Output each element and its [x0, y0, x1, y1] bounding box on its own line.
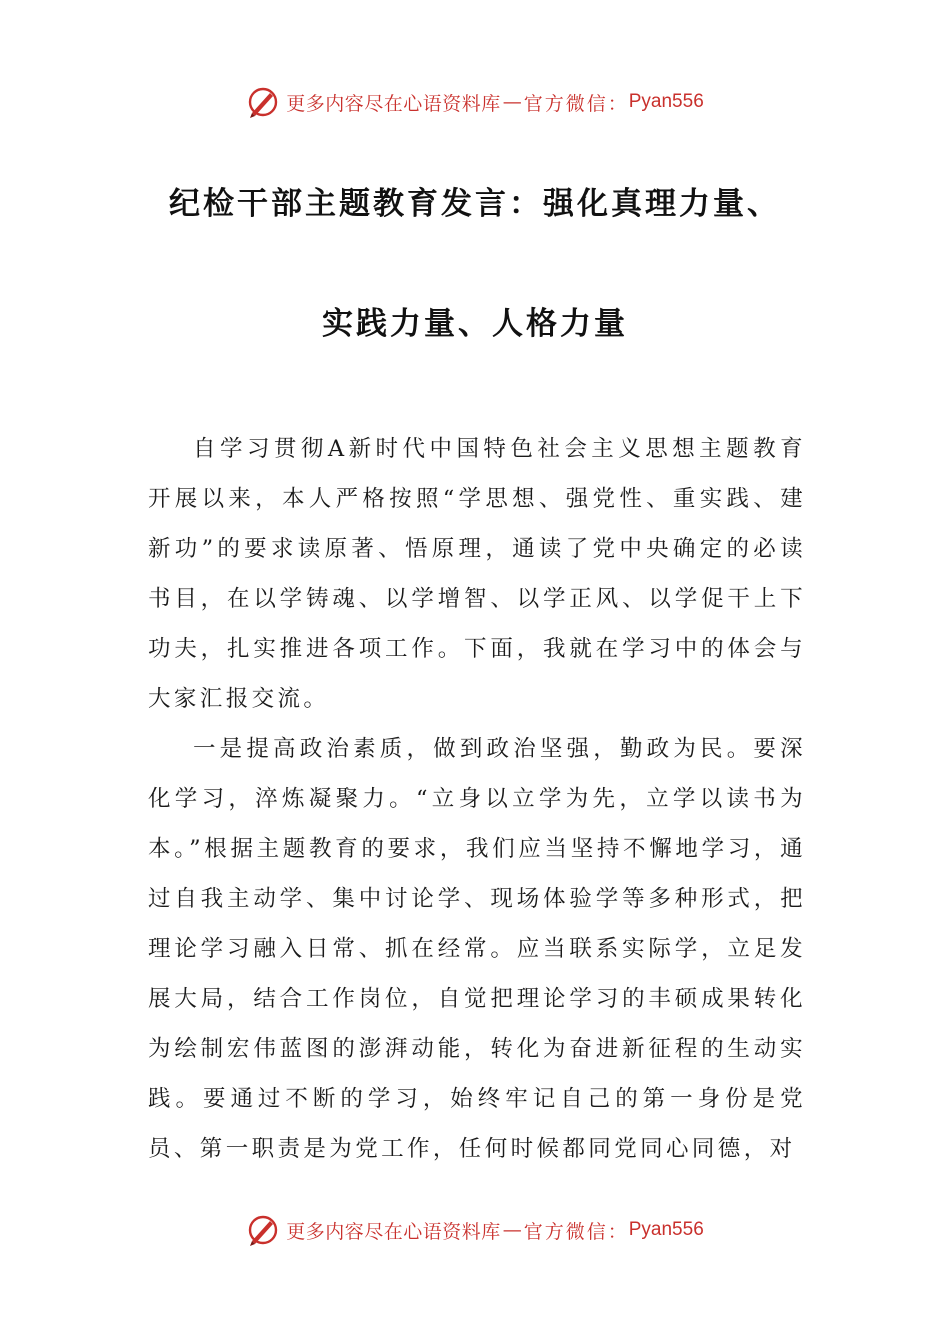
banner-wechat-label: 官方微信： — [523, 1220, 629, 1243]
banner-brand-text: 更多内容尽在心语资料库 — [286, 92, 501, 115]
banner-wechat-label: 官方微信： — [523, 92, 629, 115]
pen-circle-logo-icon — [246, 85, 280, 119]
document-title-line-1: 纪检干部主题教育发言：强化真理力量、 — [169, 186, 781, 222]
banner-brand-text: 更多内容尽在心语资料库 — [286, 1220, 501, 1243]
header-banner — [0, 80, 950, 124]
pen-circle-logo-icon — [246, 1213, 280, 1247]
banner-wechat-id: Pyan556 — [628, 91, 704, 112]
banner-dash: — — [502, 1219, 522, 1241]
paragraph-2: 一是提高政治素质，做到政治坚强，勤政为民。要深化学习，淬炼凝聚力。“立身以立学为先，立学以读书为本。”根据主题教育的要求，我们应当坚持不懈地学习，通过自我主动学、集中讨论学、现场体验学等多种形式，把理论学习融入日常、抓在经常。应当联系实际学，立足发展大局，结合工作岗位，自觉把理论学习的丰硕成果转化为绘制宏伟蓝图的澎湃动能，转化为奋进新征程的生动实践。要通过不断的学习，始终牢记自己的第一身份是党员、第一职责是为党工作，任何时候都同党同心同德，对 — [148, 736, 806, 1162]
document-title-line-2: 实践力量、人格力量 — [322, 306, 628, 342]
paragraph-1: 自学习贯彻A新时代中国特色社会主义思想主题教育开展以来，本人严格按照“学思想、强党性、重实践、建新功”的要求读原著、悟原理，通读了党中央确定的必读书目，在以学铸魂、以学增智、以学正风、以学促干上下功夫，扎实推进各项工作。下面，我就在学习中的体会与大家汇报交流。 — [148, 436, 806, 712]
footer-banner — [0, 1208, 950, 1252]
document-body — [148, 424, 806, 1174]
banner-dash: — — [502, 91, 522, 113]
banner-wechat-id: Pyan556 — [628, 1219, 704, 1240]
